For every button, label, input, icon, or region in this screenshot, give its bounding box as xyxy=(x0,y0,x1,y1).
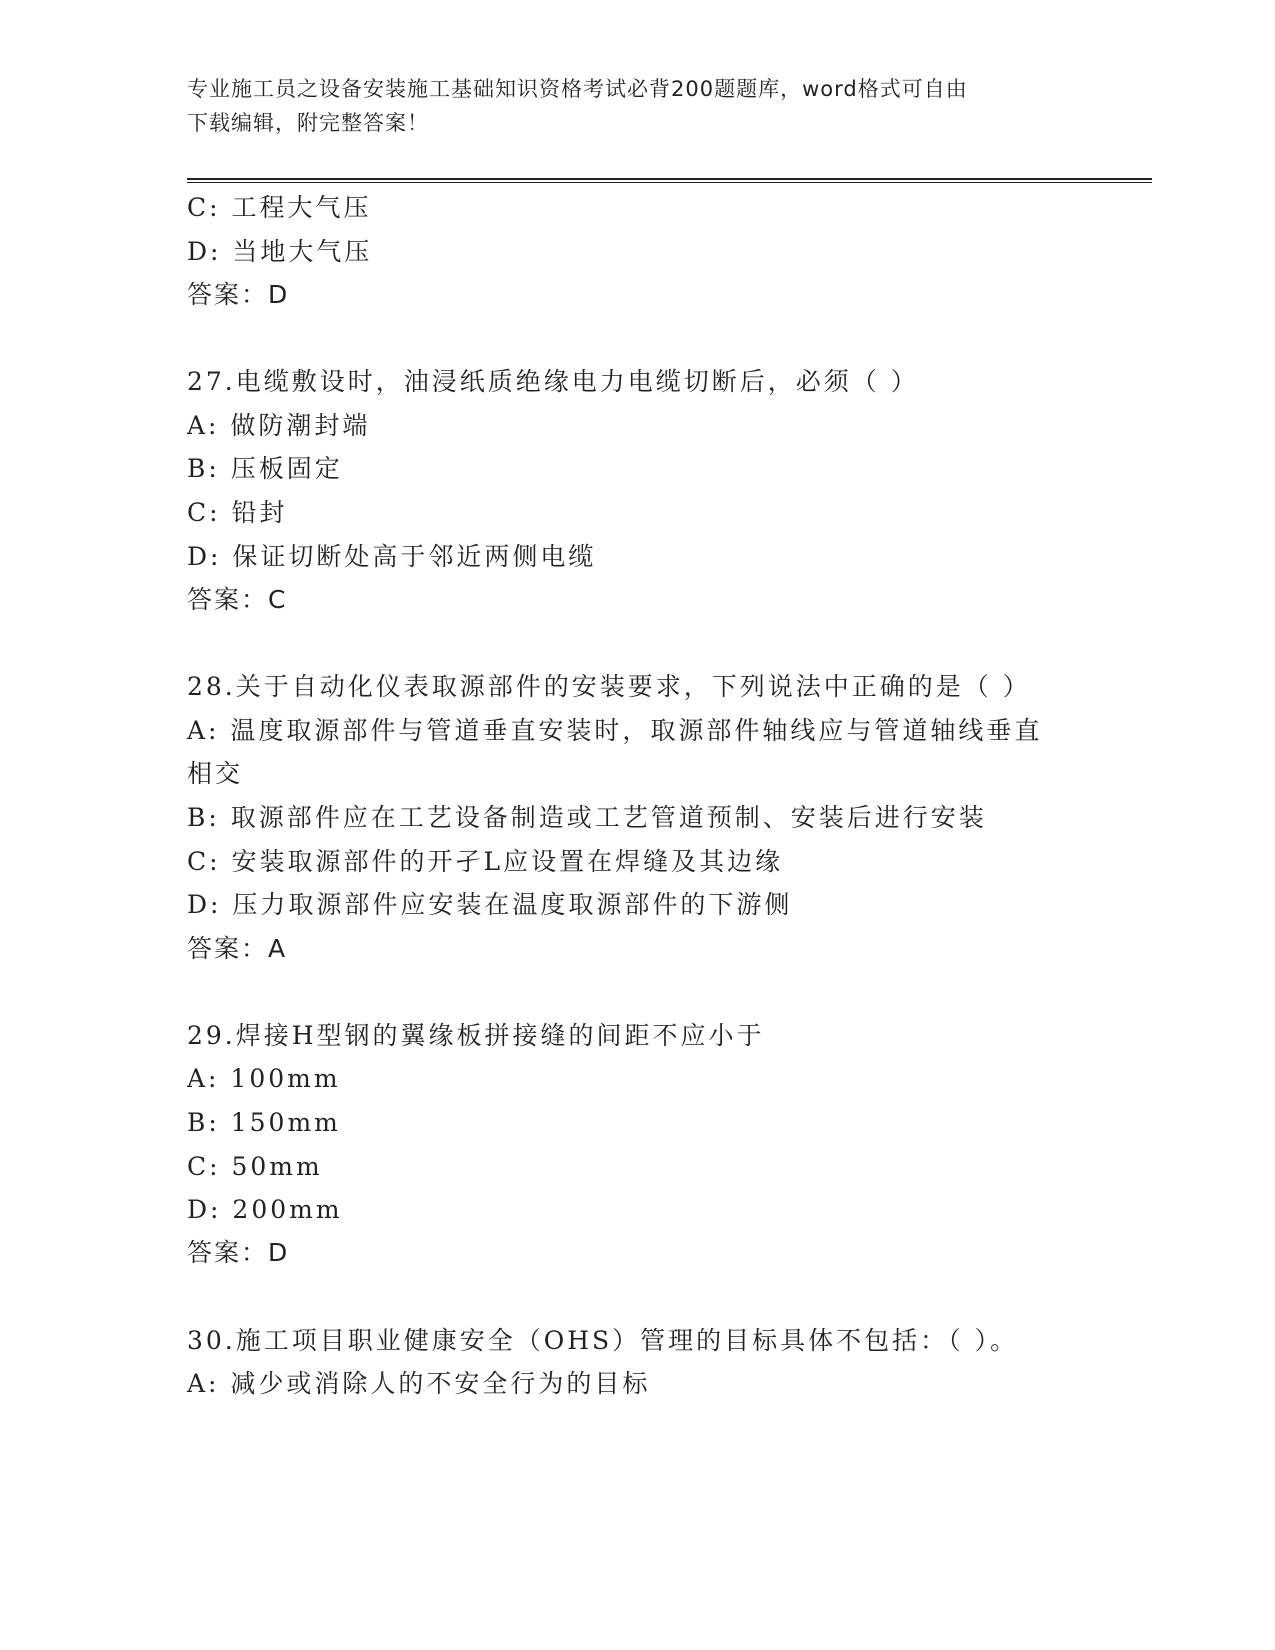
option-line: D: 200mm xyxy=(187,1195,343,1224)
question-line: 30.施工项目职业健康安全（OHS）管理的目标具体不包括：（ ）。 xyxy=(187,1326,1019,1355)
option-line: A: 减少或消除人的不安全行为的目标 xyxy=(187,1369,651,1398)
header-rule-thin xyxy=(187,182,1152,183)
option-line: D: 压力取源部件应安装在温度取源部件的下游侧 xyxy=(187,890,793,919)
answer-line: 答案：A xyxy=(187,934,288,963)
option-line: C: 安装取源部件的开孑L应设置在焊缝及其边缘 xyxy=(187,847,784,876)
option-line: A: 100mm xyxy=(187,1064,341,1093)
document-header xyxy=(187,72,1067,140)
option-line: B: 150mm xyxy=(187,1108,341,1137)
question-line: 28.关于自动化仪表取源部件的安装要求，下列说法中正确的是（ ） xyxy=(187,672,1031,701)
option-line: B: 压板固定 xyxy=(187,454,343,483)
option-line: C: 铅封 xyxy=(187,498,288,527)
header-line-2: 下载编辑，附完整答案！ xyxy=(187,111,429,135)
question-line: 29.焊接H型钢的翼缘板拼接缝的间距不应小于 xyxy=(187,1021,765,1050)
option-line: C: 50mm xyxy=(187,1152,323,1181)
option-line: D: 当地大气压 xyxy=(187,237,373,266)
option-line: A: 做防潮封端 xyxy=(187,411,371,440)
option-line: C: 工程大气压 xyxy=(187,193,372,222)
option-line: A: 温度取源部件与管道垂直安装时，取源部件轴线应与管道轴线垂直 xyxy=(187,716,1043,745)
header-rule-thick xyxy=(187,178,1152,180)
answer-line: 答案：D xyxy=(187,1238,290,1267)
option-line: 相交 xyxy=(187,759,244,788)
answer-line: 答案：D xyxy=(187,280,290,309)
header-line-1: 专业施工员之设备安装施工基础知识资格考试必背200题题库，word格式可自由 xyxy=(187,77,968,101)
option-line: D: 保证切断处高于邻近两侧电缆 xyxy=(187,542,597,571)
question-line: 27.电缆敷设时，油浸纸质绝缘电力电缆切断后，必须（ ） xyxy=(187,367,919,396)
answer-line: 答案：C xyxy=(187,585,288,614)
option-line: B: 取源部件应在工艺设备制造或工艺管道预制、安装后进行安装 xyxy=(187,803,987,832)
